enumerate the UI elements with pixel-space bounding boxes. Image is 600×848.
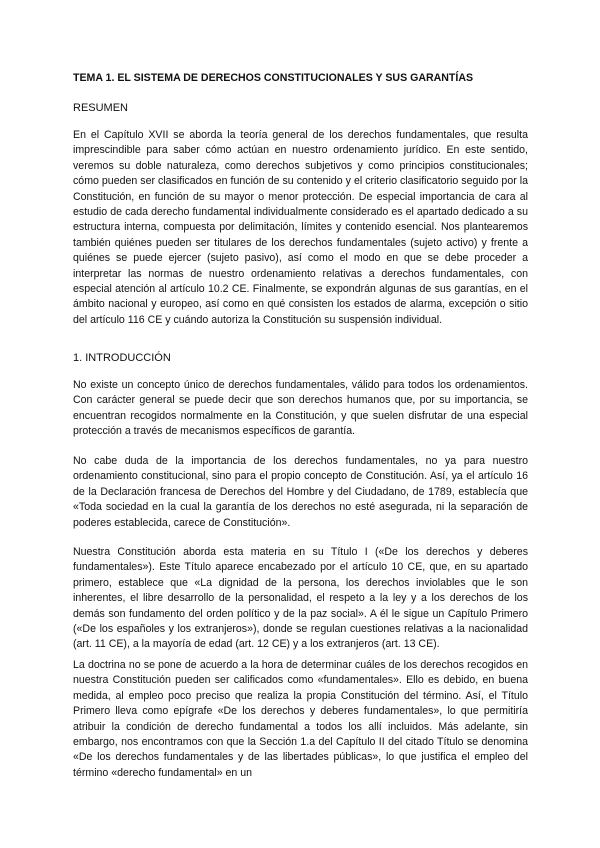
resumen-heading: RESUMEN [73, 102, 129, 114]
introduccion-paragraph-4: La doctrina no se pone de acuerdo a la hora de determinar cuáles de los derechos recogidos en nuestra Constitución pueden ser calificados como «fundamentales». Ello es debido, en buena medida, al empleo poco preciso que realiza la propia Constitución del término. Así, el Título Primero lleva como epígrafe «De los derechos y deberes fundamentales», lo que permitiría atribuir la condición de derecho fundamental a todos los allí incluidos. Más adelante, sin embargo, nos encontramos con que la Sección 1.a del Capítulo II del citado Título se denomina «De los derechos fundamentales y de las libertades públicas», lo que justifica el empleo del término «derecho fundamental» en un [73, 659, 528, 779]
introduccion-heading: 1. INTRODUCCIÓN [73, 352, 171, 364]
introduccion-paragraph-3: Nuestra Constitución aborda esta materia en su Título I («De los derechos y deberes fundamentales»). Este Título aparece encabezado por el artículo 10 CE, que, en su apartado primero, establece que «La dignidad de la persona, los derechos inviolables que le son inherentes, el libre desarrollo de la personalidad, el respeto a la ley y a los derechos de los demás son fundamento del orden político y de la paz social». A él le sigue un Capítulo Primero («De los españoles y los extranjeros»), donde se regulan cuestiones relativas a la nacionalidad (art. 11 CE), a la mayoría de edad (art. 12 CE) y a los extranjeros (art. 13 CE). [73, 546, 528, 651]
resumen-paragraph: En el Capítulo XVII se aborda la teoría general de los derechos fundamentales, que resulta imprescindible para saber cómo actúan en nuestro ordenamiento jurídico. En este sentido, veremos su doble naturaleza, como derechos subjetivos y como principios constitucionales; cómo pueden ser clasificados en función de su contenido y el criterio clasificatorio seguido por la Constitución, en función de su mayor o menor protección. De especial importancia de cara al estudio de cada derecho fundamental individualmente considerado es el apartado dedicado a su estructura interna, compuesta por delimitación, límites y contenido esencial. Nos plantearemos también quiénes pueden ser titulares de los derechos fundamentales (sujeto activo) y frente a quiénes se puede ejercer (sujeto pasivo), así como el modo en que se debe proceder a interpretar las normas de nuestro ordenamiento relativas a derechos fundamentales, con especial atención al artículo 10.2 CE. Finalmente, se expondrán algunas de sus garantías, en el ámbito nacional y europeo, así como en qué consisten los estados de alarma, excepción o sitio del artículo 116 CE y cuándo autoriza la Constitución su suspensión individual. [73, 129, 528, 326]
document-title: TEMA 1. EL SISTEMA DE DERECHOS CONSTITUCIONALES Y SUS GARANTÍAS [73, 72, 474, 84]
introduccion-paragraph-2: No cabe duda de la importancia de los derechos fundamentales, no ya para nuestro ordenamiento constitucional, sino para el propio concepto de Constitución. Así, ya el artículo 16 de la Declaración francesa de Derechos del Hombre y del Ciudadano, de 1789, establecía que «Toda sociedad en la cual la garantía de los derechos no esté asegurada, ni la separación de poderes establecida, carece de Constitución». [73, 455, 528, 529]
document-page [73, 0, 528, 848]
introduccion-paragraph-1: No existe un concepto único de derechos fundamentales, válido para todos los ordenamientos. Con carácter general se puede decir que son derechos humanos que, por su importancia, se encuentran recogidos normalmente en la Constitución, y que suelen disfrutar de una especial protección a través de mecanismos específicos de garantía. [73, 379, 528, 438]
